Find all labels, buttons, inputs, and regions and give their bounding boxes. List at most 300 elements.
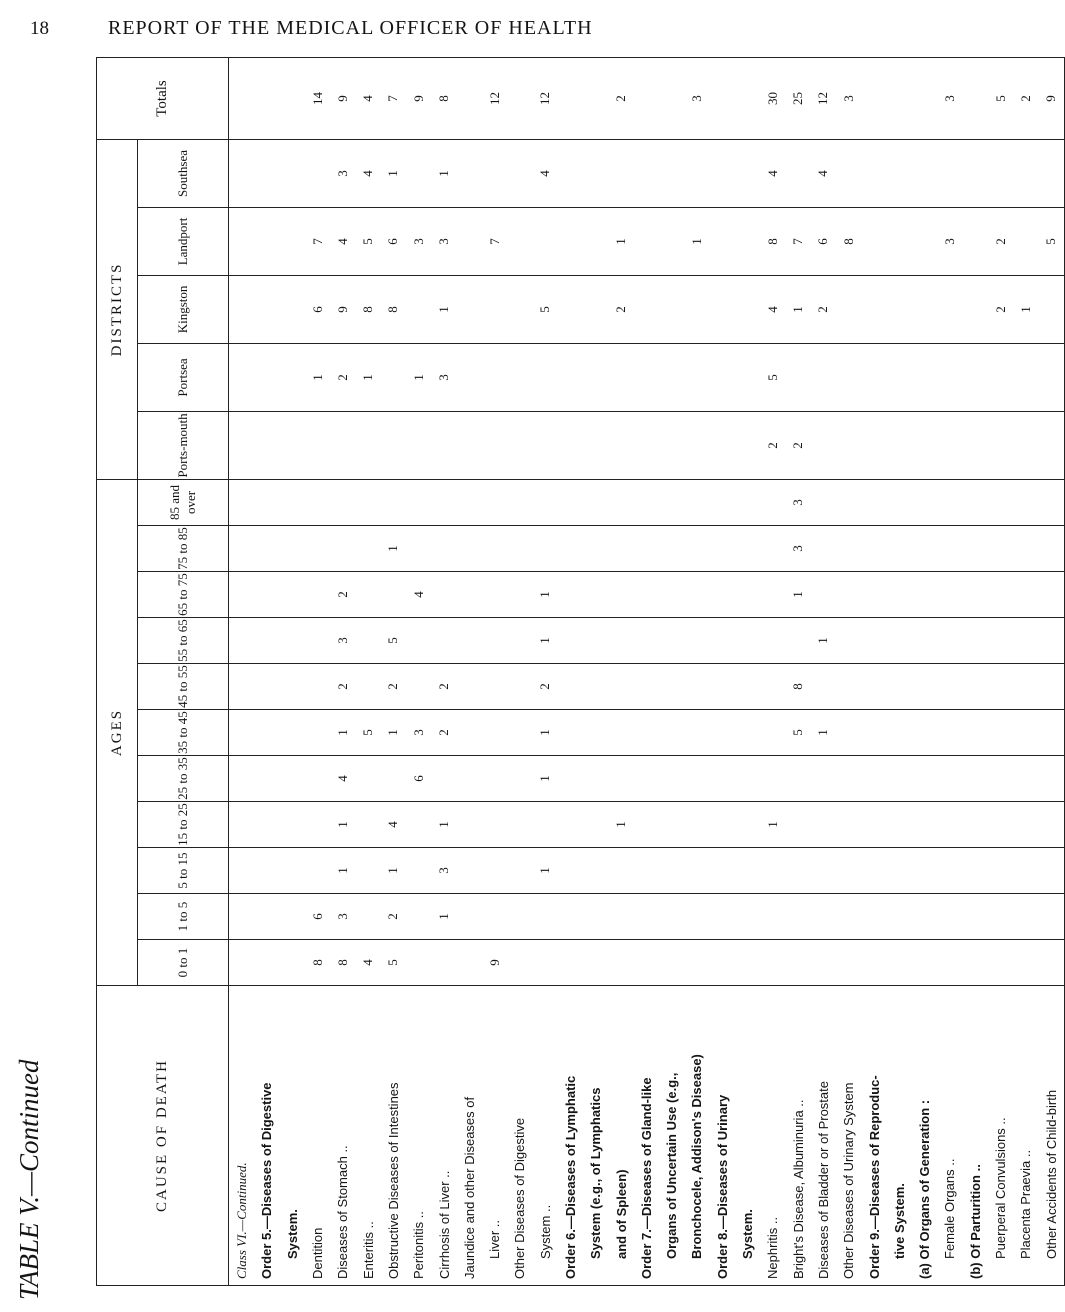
table-cell [558,57,583,139]
table-cell [608,848,633,894]
table-row [887,57,912,1285]
table-cell [811,894,836,940]
table-cell: 30 [760,57,785,139]
table-cell [861,802,886,848]
table-cell [988,526,1013,572]
table-cell [861,139,886,207]
table-cell [583,275,608,343]
table-cell [760,710,785,756]
table-cell: 8 [431,57,456,139]
table-cell [608,572,633,618]
table-cell: 9 [406,57,431,139]
table-cell [963,618,988,664]
table-cell [710,526,735,572]
table-cell [406,411,431,479]
table-cell: 3 [431,343,456,411]
table-cell [684,940,709,986]
table-cell: 6 [381,207,406,275]
table-cell [710,207,735,275]
table-cell [254,139,279,207]
table-cell [988,343,1013,411]
table-cell [229,756,255,802]
table-cell [710,894,735,940]
table-cell [608,756,633,802]
table-cell [254,802,279,848]
table-cell [988,411,1013,479]
table-cell: 25 [786,57,811,139]
table-cell [583,848,608,894]
table-cell: 6 [811,207,836,275]
table-cell [482,618,507,664]
table-cell [861,940,886,986]
table-cell: 1 [431,275,456,343]
table-cell [507,57,532,139]
table-row [811,57,836,1285]
table-cell [786,894,811,940]
table-cell [861,526,886,572]
table-row [735,57,760,1285]
table-cell [937,411,962,479]
table-cell [836,343,861,411]
table-cell [1013,618,1038,664]
table-cell [1013,207,1038,275]
table-cell [735,275,760,343]
table-row [482,57,507,1285]
table-cell [861,207,886,275]
table-cell [659,275,684,343]
table-cell [659,479,684,525]
table-cell [1039,139,1065,207]
cause-label: System .. [533,986,558,1286]
table-cell [887,664,912,710]
table-cell [482,411,507,479]
table-cell [381,756,406,802]
table-cell [406,802,431,848]
table-cell [634,207,659,275]
table-cell [229,275,255,343]
table-cell: 7 [305,207,330,275]
table-cell: 5 [533,275,558,343]
table-cell [710,343,735,411]
table-cell [659,894,684,940]
table-cell [710,618,735,664]
table-cell [887,139,912,207]
table-cell [608,479,633,525]
table-cell [507,940,532,986]
table-cell: 1 [381,526,406,572]
table-cell [634,479,659,525]
table-cell: 3 [431,207,456,275]
table-cell [634,802,659,848]
table-cell [811,526,836,572]
age-group-header: 65 to 75 [138,572,229,618]
table-cell: 4 [533,139,558,207]
table-cell [937,275,962,343]
table-cell [431,940,456,986]
table-cell [1013,802,1038,848]
table-cell: 8 [305,940,330,986]
table-cell: 5 [786,710,811,756]
table-cell [912,526,937,572]
table-cell [558,940,583,986]
table-cell [558,894,583,940]
cause-label: Class VI.—Continued. [229,986,255,1286]
table-cell [280,940,305,986]
table-cell: 5 [988,57,1013,139]
page-number: 18 [30,18,49,39]
table-cell [988,572,1013,618]
table-cell [482,275,507,343]
table-cell [583,894,608,940]
table-cell [963,411,988,479]
table-row [558,57,583,1285]
table-cell: 2 [431,664,456,710]
table-cell [887,710,912,756]
age-group-header: 35 to 45 [138,710,229,756]
table-cell [533,343,558,411]
cause-label: (b) Of Parturition .. [963,986,988,1286]
table-cell [280,756,305,802]
table-cell [760,894,785,940]
table-cell [937,756,962,802]
table-cell [760,618,785,664]
table-cell [558,618,583,664]
table-row [330,57,355,1285]
table-cell [482,572,507,618]
table-cell: 4 [381,802,406,848]
table-cell [1039,756,1065,802]
table-cell [760,664,785,710]
table-cell [836,139,861,207]
table-row [1039,57,1065,1285]
table-cell: 2 [1013,57,1038,139]
table-cell: 2 [608,57,633,139]
table-cell [583,664,608,710]
table-cell [887,526,912,572]
table-cell [280,664,305,710]
table-cell [482,664,507,710]
table-cell [786,848,811,894]
table-cell [482,710,507,756]
table-cell: 1 [431,894,456,940]
table-cell [583,940,608,986]
age-group-header: 45 to 55 [138,664,229,710]
table-cell [305,710,330,756]
table-cell [1013,479,1038,525]
table-cell [786,756,811,802]
table-cell: 1 [330,848,355,894]
table-cell [836,411,861,479]
table-cell [381,572,406,618]
table-cell [457,802,482,848]
table-cell [1013,572,1038,618]
table-cell: 2 [988,275,1013,343]
table-cell: 1 [786,572,811,618]
table-cell: 1 [431,139,456,207]
table-cell [634,411,659,479]
table-cell [836,756,861,802]
table-cell [305,802,330,848]
table-cell [305,756,330,802]
table-cell [381,343,406,411]
table-cell [583,139,608,207]
table-cell [735,940,760,986]
cause-label: Jaundice and other Diseases of [457,986,482,1286]
table-cell: 5 [760,343,785,411]
age-group-header: 85 and over [138,479,229,525]
table-cell [1039,802,1065,848]
table-cell [735,526,760,572]
table-row [406,57,431,1285]
table-cell [229,526,255,572]
table-cell: 2 [533,664,558,710]
table-cell [355,894,380,940]
table-cell [457,894,482,940]
cause-label: System (e.g., of Lymphatics [583,986,608,1286]
table-cell [861,618,886,664]
table-cell [659,139,684,207]
table-row [861,57,886,1285]
age-group-header: 25 to 35 [138,756,229,802]
table-cell: 5 [355,710,380,756]
table-cell [963,756,988,802]
table-cell [507,479,532,525]
table-cell [457,479,482,525]
table-cell [229,572,255,618]
table-cell: 1 [381,710,406,756]
age-group-header: 1 to 5 [138,894,229,940]
table-cell [1039,894,1065,940]
table-cell: 3 [937,207,962,275]
table-cell: 2 [811,275,836,343]
table-cell [811,479,836,525]
table-cell [836,479,861,525]
table-cell [406,479,431,525]
cause-label: System. [735,986,760,1286]
table-cell [507,618,532,664]
cause-label: Order 5.—Diseases of Digestive [254,986,279,1286]
cause-label: Organs of Uncertain Use (e.g., [659,986,684,1286]
cause-label: Puerperal Convulsions .. [988,986,1013,1286]
table-cell: 5 [355,207,380,275]
table-cell [457,343,482,411]
table-cell [533,526,558,572]
table-cell [912,664,937,710]
table-cell: 1 [786,275,811,343]
table-cell [836,710,861,756]
table-cell [305,479,330,525]
table-row [280,57,305,1285]
table-cell [305,848,330,894]
table-cell [583,618,608,664]
table-cell [735,756,760,802]
table-cell: 4 [330,756,355,802]
cause-label: Placenta Praevia .. [1013,986,1038,1286]
table-cell: 1 [1013,275,1038,343]
table-cell [684,139,709,207]
table-cell [280,275,305,343]
table-cell [786,343,811,411]
table-cell: 2 [760,411,785,479]
table-cell [937,526,962,572]
table-cell: 5 [381,940,406,986]
table-cell [583,526,608,572]
table-cell [887,618,912,664]
table-cell [507,526,532,572]
table-cell [1039,664,1065,710]
table-cell [760,572,785,618]
table-cell [710,479,735,525]
table-cell [634,343,659,411]
table-row [760,57,785,1285]
table-cell [861,411,886,479]
table-cell [912,848,937,894]
table-cell [887,572,912,618]
table-cell [786,618,811,664]
table-row [1013,57,1038,1285]
table-cell [229,411,255,479]
table-cell [836,802,861,848]
table-cell [583,479,608,525]
table-cell [254,618,279,664]
table-cell: 2 [381,894,406,940]
table-cell: 4 [355,139,380,207]
table-cell [457,526,482,572]
table-cell [482,139,507,207]
table-cell [583,343,608,411]
table-cell [963,275,988,343]
table-cell [457,848,482,894]
table-cell: 2 [330,572,355,618]
table-cell [406,664,431,710]
table-cell [305,526,330,572]
table-cell: 2 [381,664,406,710]
table-cell [811,940,836,986]
table-cell [558,572,583,618]
table-cell: 1 [760,802,785,848]
table-cell [963,526,988,572]
table-cell [457,618,482,664]
table-cell [735,848,760,894]
table-cell [659,411,684,479]
table-cell: 6 [406,756,431,802]
table-row [963,57,988,1285]
table-cell [457,940,482,986]
cause-label: tive System. [887,986,912,1286]
table-cell [1013,664,1038,710]
table-cell: 3 [786,479,811,525]
table-cell [988,756,1013,802]
table-cell [887,894,912,940]
table-cell [507,572,532,618]
table-cell [1039,848,1065,894]
table-cell [482,802,507,848]
table-cell [507,275,532,343]
table-cell [937,710,962,756]
table-cell: 8 [836,207,861,275]
table-row [305,57,330,1285]
table-cell [861,664,886,710]
table-cell [988,802,1013,848]
table-cell: 3 [406,710,431,756]
table-cell [735,479,760,525]
table-cell [482,479,507,525]
table-cell [507,664,532,710]
table-cell [457,572,482,618]
table-cell: 6 [305,275,330,343]
table-cell [355,664,380,710]
table-cell [735,343,760,411]
table-cell [887,275,912,343]
table-cell: 5 [1039,207,1065,275]
table-cell [684,894,709,940]
table-cell [912,618,937,664]
table-cell [507,411,532,479]
table-cell [229,664,255,710]
cause-label: Enteritis .. [355,986,380,1286]
table-cell: 1 [684,207,709,275]
table-cell [280,343,305,411]
table-row [355,57,380,1285]
table-cell [608,618,633,664]
table-cell [912,275,937,343]
table-cell [735,572,760,618]
cause-label: and of Spleen) [608,986,633,1286]
cause-label: Dentition [305,986,330,1286]
table-cell [507,848,532,894]
table-cell [912,479,937,525]
table-cell [229,940,255,986]
table-cell: 3 [937,57,962,139]
table-cell: 6 [305,894,330,940]
table-cell: 1 [608,802,633,848]
table-cell [1039,710,1065,756]
table-cell [1013,894,1038,940]
district-header: Portsea [138,343,229,411]
cause-label: Order 8.—Diseases of Urinary [710,986,735,1286]
table-cell [836,526,861,572]
table-cell [811,411,836,479]
table-cell: 3 [330,618,355,664]
table-cell [608,526,633,572]
table-cell [533,894,558,940]
table-cell [735,664,760,710]
table-cell [634,57,659,139]
table-cell: 14 [305,57,330,139]
table-cell [786,940,811,986]
table-row [431,57,456,1285]
table-cell [507,756,532,802]
cause-label: Order 7.—Diseases of Gland-like [634,986,659,1286]
table-cell [836,572,861,618]
table-cell [305,664,330,710]
table-cell [457,275,482,343]
table-cell [507,894,532,940]
table-cell: 3 [684,57,709,139]
table-cell [229,618,255,664]
table-cell [912,207,937,275]
table-cell [533,207,558,275]
table-cell [684,710,709,756]
district-header: Kingston [138,275,229,343]
table-cell [406,848,431,894]
table-cell [684,275,709,343]
table-cell [280,618,305,664]
table-cell [406,940,431,986]
table-row [786,57,811,1285]
table-cell [406,139,431,207]
table-cell [1013,139,1038,207]
